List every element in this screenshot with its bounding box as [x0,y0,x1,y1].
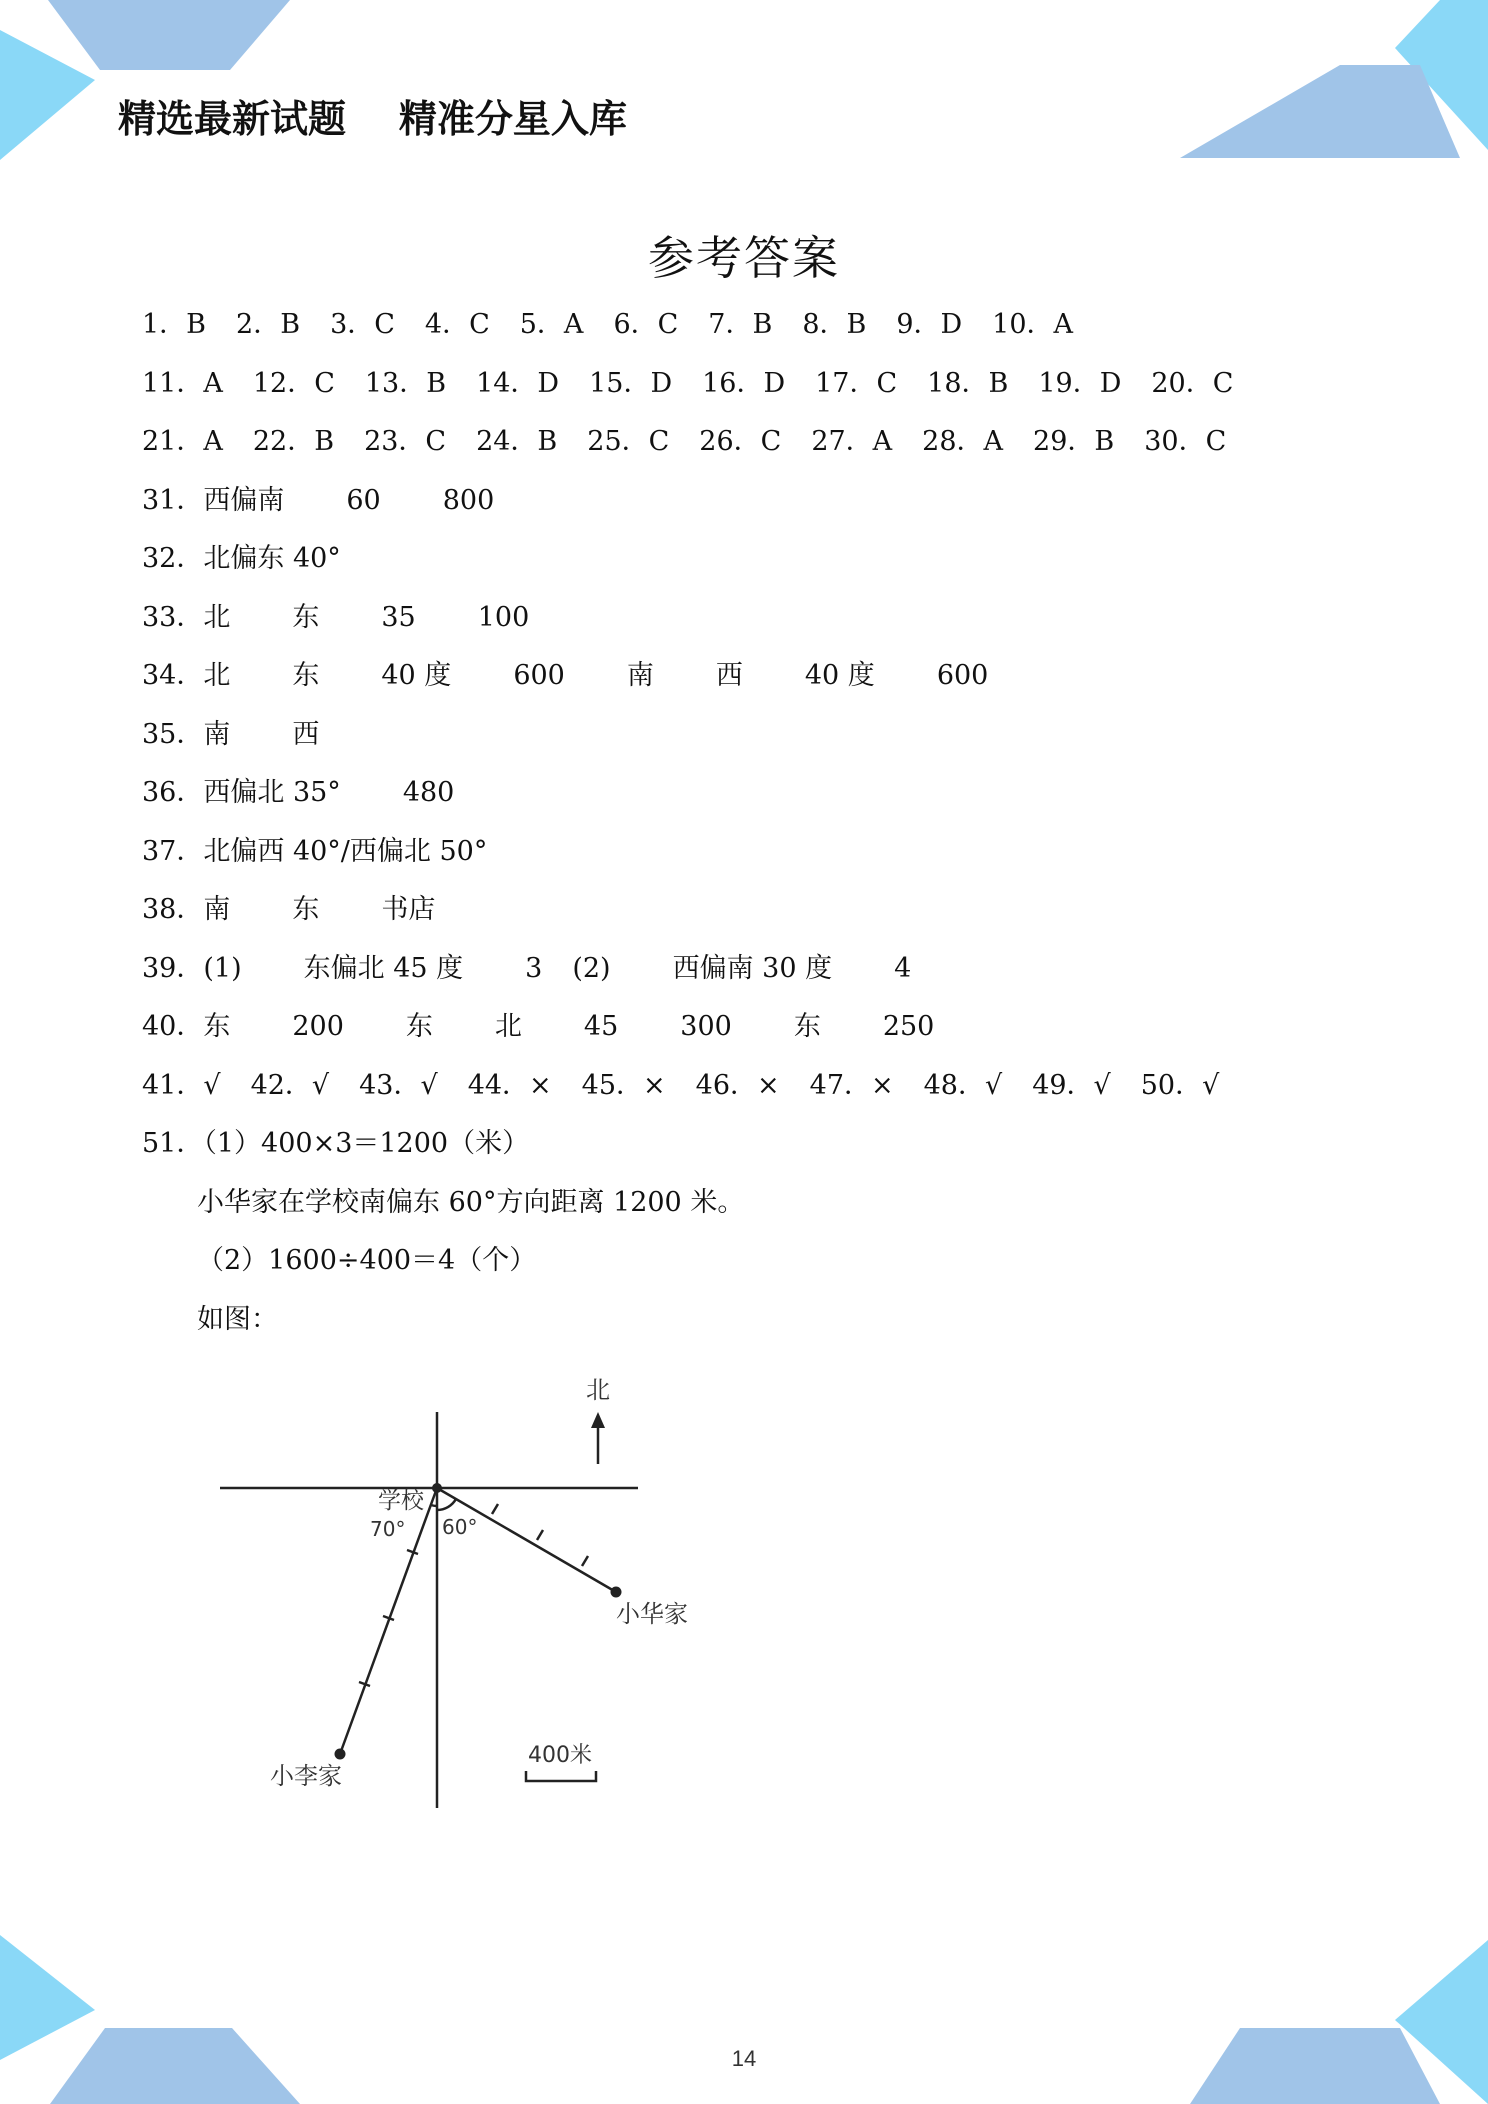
answer-value: 南 [203,894,231,925]
answer-value: 北偏东 40° [203,543,341,574]
school-label: 学校 [378,1488,424,1514]
answer-34 [142,647,1392,706]
answer-value: 4 [894,952,912,984]
top-left-triangle [0,30,95,160]
answer-item: 19．D [1038,367,1122,399]
answer-33 [142,589,1392,648]
answer-item: 50．√ [1140,1069,1220,1101]
answer-item: 10．A [992,309,1074,340]
answer-value: 东 [405,1011,433,1042]
answer-value: 200 [292,1011,344,1042]
answer-item: 6．C [613,309,679,340]
answer-item: 16．D [702,367,786,399]
answer-item: 45．× [581,1069,666,1101]
answer-item: 1．B [142,309,207,340]
answer-item: 42．√ [250,1069,330,1101]
true-false-row [142,1057,1392,1116]
answer-value: 40 度 [804,660,875,691]
answer-item: 26．C [699,426,782,457]
answer-value: 40 度 [381,660,452,691]
tick-mark [537,1530,543,1540]
answer-item: 25．C [587,426,670,457]
answer-item: 17．C [815,367,898,399]
answer-value: 北 [494,1011,522,1042]
answer-item: 15．D [589,367,673,399]
top-left-trapezoid [48,0,290,70]
angle-60-label: 60° [442,1515,478,1539]
scale-label: 400米 [528,1743,592,1768]
answer-value: 东 [292,660,320,691]
answer-value: 800 [442,484,495,516]
page-title: 参考答案 [648,231,840,285]
answer-value: 南 [203,718,231,750]
answer-item: 28．A [922,426,1004,457]
north-label: 北 [586,1376,610,1404]
answer-item: 5．A [519,309,584,340]
answer-value: 南 [626,660,654,691]
answer-item: 43．√ [359,1069,438,1101]
answer-value: 北 [203,660,231,691]
answer-item: 21．A [142,426,223,457]
answer-value: 西偏南 30 度 [672,952,833,984]
answer-32 [142,530,1392,589]
angle-arc-60 [437,1499,456,1510]
answer-item: 47．× [809,1069,894,1101]
answer-51-part2: （2）1600÷400＝4（个） [197,1245,537,1276]
answer-value: 北偏西 40°/西偏北 50° [203,835,488,867]
answer-item: 44．× [467,1069,552,1101]
answer-40 [142,998,1392,1057]
answer-item: 29．B [1033,426,1115,457]
answer-item: 7．B [708,309,773,340]
answer-value: 北 [203,601,231,633]
answer-item: 23．C [364,426,447,457]
answer-value: 600 [513,660,565,691]
angle-70-label: 70° [370,1517,406,1541]
answer-value: 480 [402,777,455,808]
answer-item: 9．D [896,309,963,340]
answer-item: 18．B [927,367,1009,399]
answer-value: 60 [346,484,381,516]
answer-value: 西 [292,718,320,750]
answer-value: 3 [525,952,543,984]
answer-value: 250 [882,1011,935,1042]
xiaohua-point [611,1587,622,1598]
page-number: 14 [731,2046,757,2071]
question-number: 36． [142,777,204,808]
answer-value: 东 [292,894,320,925]
answer-item: 4．C [424,309,490,340]
choice-row-1 [142,296,1392,355]
answer-value: 东 [793,1011,821,1042]
answer-list [142,296,1392,1349]
question-number: 32． [142,543,204,574]
answer-31 [142,472,1392,531]
xiaohua-label: 小华家 [616,1600,688,1628]
choice-row-3 [142,413,1392,472]
answer-item: 3．C [330,309,395,340]
answer-38 [142,881,1392,940]
school-point [432,1483,442,1493]
top-right-trapezoid [1180,65,1460,158]
answer-value: 东 [203,1011,231,1042]
answer-value: 书店 [381,894,436,925]
answer-item: 8．B [802,309,867,340]
answer-item: 20．C [1151,367,1234,399]
answer-37 [142,823,1392,882]
answer-39 [142,940,1392,999]
answer-item: 24．B [476,426,558,457]
answer-item: 30．C [1144,426,1227,457]
xiaoli-point [335,1749,346,1760]
answer-item: 13．B [364,367,447,399]
question-number: 35． [142,718,204,750]
question-number: 38． [142,894,204,925]
answer-value: 35 [381,601,416,633]
answer-value: (2) [572,952,611,984]
question-number: 31． [142,484,204,516]
direction-diagram [200,1360,720,1820]
answer-item: 27．A [811,426,893,457]
answer-value: 西偏南 [203,484,285,516]
xiaohua-ray [437,1488,616,1592]
answer-36 [142,764,1392,823]
north-arrow-head [591,1412,605,1428]
answer-item: 14．D [476,367,560,399]
answer-item: 2．B [236,309,301,340]
answer-value: 东 [292,601,320,633]
scale-bar [526,1771,596,1781]
answer-value: 100 [477,601,530,633]
bottom-left-triangle [0,1935,95,2060]
answer-item: 48．√ [923,1069,1003,1101]
question-number: 39． [142,952,204,984]
answer-value: 东偏北 45 度 [303,952,464,984]
answer-item: 46．× [695,1069,780,1101]
answer-value: (1) [203,952,242,984]
angle-arc-70 [431,1505,437,1506]
answer-item: 12．C [252,367,335,399]
question-number: 37． [142,835,204,867]
xiaoli-label: 小李家 [270,1762,342,1790]
tick-mark [492,1504,498,1514]
tick-mark [582,1556,588,1566]
diagram-svg [200,1360,720,1820]
answer-item: 49．√ [1032,1069,1111,1101]
answer-value: 西 [715,660,743,691]
answer-value: 600 [936,660,989,691]
answer-value: 45 [583,1011,619,1042]
answer-35 [142,706,1392,765]
answer-item: 22．B [252,426,335,457]
question-number: 33． [142,601,204,633]
question-number: 34． [142,660,204,691]
answer-51-statement: 小华家在学校南偏东 60°方向距离 1200 米。 [197,1186,745,1218]
answer-item: 11．A [142,367,223,399]
answer-51-part1: 51．（1）400×3＝1200（米） [142,1128,530,1159]
answer-value: 300 [680,1011,732,1042]
answer-item: 41．√ [142,1069,221,1101]
header-slogan: 精选最新试题 精准分星入库 [118,97,627,141]
answer-51-figure-label: 如图： [197,1303,278,1335]
choice-row-2 [142,355,1392,414]
question-number: 40． [142,1011,204,1042]
answer-value: 西偏北 35° [203,777,341,808]
